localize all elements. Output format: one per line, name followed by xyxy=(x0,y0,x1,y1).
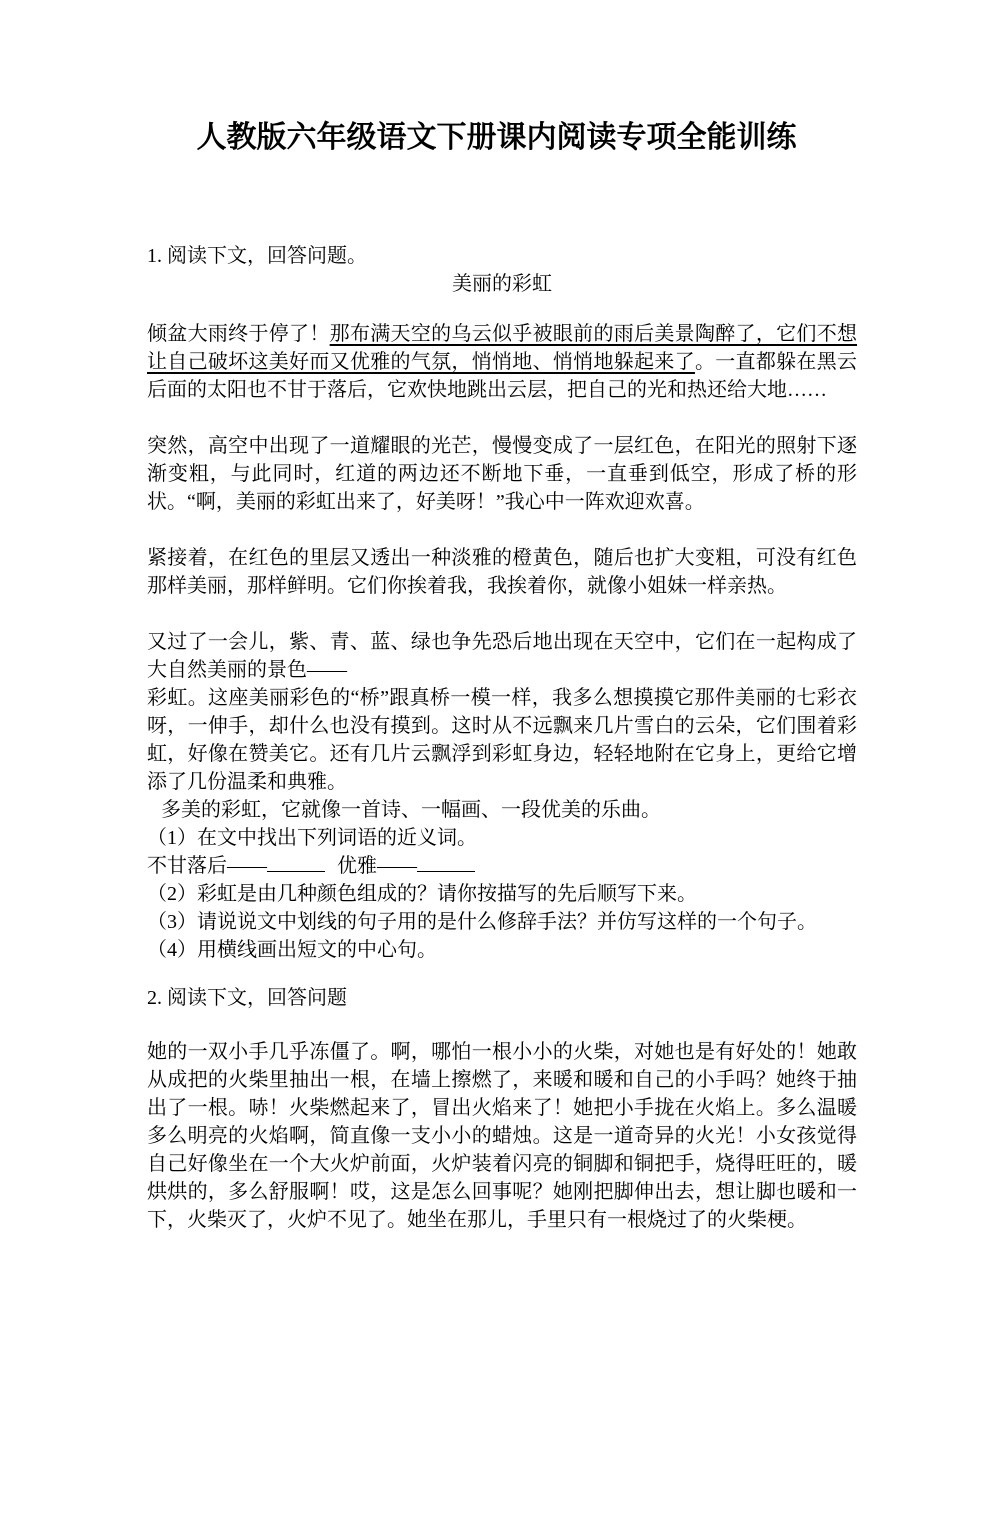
passage-1-paragraph-2: 突然，高空中出现了一道耀眼的光芒，慢慢变成了一层红色，在阳光的照射下逐渐变粗，与此同时，红道的两边还不断地下垂，一直垂到低空，形成了桥的形状。“啊，美丽的彩虹出来了，好美呀！”我心中一阵欢迎欢喜。 xyxy=(147,435,857,513)
document-title: 人教版六年级语文下册课内阅读专项全能训练 xyxy=(196,121,797,154)
underlined-sentence: 那布满天空的乌云似乎被眼前的雨后美景陶醉了，它们不想让自己破坏这美好而又优雅的气氛，悄悄地、悄悄地躲起来了 xyxy=(147,323,858,373)
paragraph-text: 倾盆大雨终于停了！ xyxy=(147,323,330,345)
passage-1-paragraph-6: 多美的彩虹，它就像一首诗、一幅画、一段优美的乐曲。 xyxy=(161,799,661,821)
document-page xyxy=(0,118,993,1522)
question-4: （4）用横线画出短文的中心句。 xyxy=(147,939,437,961)
synonym-term-1: 不甘落后—— xyxy=(147,855,267,877)
passage-2-paragraph-1: 她的一双小手几乎冻僵了。啊，哪怕一根小小的火柴，对她也是有好处的！她敢从成把的火柴里抽出一根，在墙上擦燃了，来暖和暖和自己的小手吗？她终于抽出了一根。哧！火柴燃起来了，冒出火焰来了！她把小手拢在火焰上。多么温暖多么明亮的火焰啊，简直像一支小小的蜡烛。这是一道奇异的火光！小女孩觉得自己好像坐在一个大火炉前面，火炉装着闪亮的铜脚和铜把手，烧得旺旺的，暖烘烘的，多么舒服啊！哎，这是怎么回事呢？她刚把脚伸出去，想让脚也暖和一下，火柴灭了，火炉不见了。她坐在那儿，手里只有一根烧过了的火柴梗。 xyxy=(147,1041,857,1231)
exercise-1-heading: 1. 阅读下文，回答问题。 xyxy=(147,245,367,267)
document-body xyxy=(147,242,857,1234)
question-1: （1）在文中找出下列词语的近义词。 xyxy=(147,827,477,849)
fill-in-blank-1 xyxy=(267,852,325,872)
passage-1-paragraph-3: 紧接着，在红色的里层又透出一种淡雅的橙黄色，随后也扩大变粗，可没有红色那样美丽，那样鲜明。它们你挨着我，我挨着你，就像小姐妹一样亲热。 xyxy=(147,547,857,597)
passage-1-paragraph-1 xyxy=(147,320,857,404)
passage-1-title: 美丽的彩虹 xyxy=(452,273,552,295)
passage-1-paragraph-5: 彩虹。这座美丽彩色的“桥”跟真桥一模一样，我多么想摸摸它那件美丽的七彩衣呀，一伸手，却什么也没有摸到。这时从不远飘来几片雪白的云朵，它们围着彩虹，好像在赞美它。还有几片云飘浮到彩虹身边，轻轻地附在它身上，更给它增添了几份温柔和典雅。 xyxy=(147,687,857,793)
synonym-fill-line xyxy=(147,852,857,880)
synonym-term-2: 优雅—— xyxy=(337,855,417,877)
fill-in-blank-2 xyxy=(417,852,475,872)
passage-1-paragraph-4: 又过了一会儿，紫、青、蓝、绿也争先恐后地出现在天空中，它们在一起构成了大自然美丽的景色—— xyxy=(147,631,857,681)
question-2: （2）彩虹是由几种颜色组成的？请你按描写的先后顺写下来。 xyxy=(147,883,697,905)
question-3: （3）请说说文中划线的句子用的是什么修辞手法？并仿写这样的一个句子。 xyxy=(147,911,817,933)
exercise-2-heading: 2. 阅读下文，回答问题 xyxy=(147,987,347,1009)
paragraph-text: 。一直都躲在黑云后面的太阳也不甘于落后，它欢快地跳出云层，把自己的光和热还给大地…… xyxy=(147,351,858,401)
